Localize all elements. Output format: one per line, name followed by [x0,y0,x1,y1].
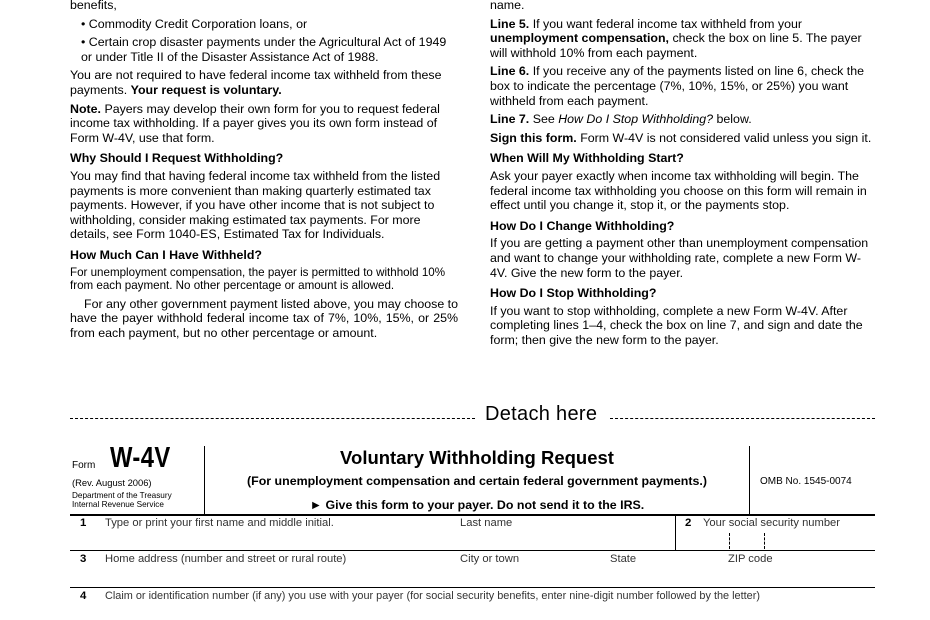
line7-italic: How Do I Stop Withholding? [558,112,714,127]
sign-text: Form W-4V is not considered valid unless you sign it. [580,130,872,145]
line4-label: Claim or identification number (if any) you use with your payer (for social security benefits, enter nine-digit number followed by the letter) [105,590,760,602]
line3-label: Home address (number and street or rural route) [105,553,347,565]
name-tail-line: name. [490,0,525,12]
detach-separator [70,403,875,427]
how-much-paragraph-2: For any other government payment listed above, you may choose to have the payer withhold federal income tax of 7%, 10%, 15%, or 25% from each payment, but no other percentage or amount. [70,296,458,340]
form-revision: (Rev. August 2006) [72,477,152,488]
stop-heading: How Do I Stop Withholding? [490,286,657,301]
state-label: State [610,553,637,565]
benefits-line: benefits, [70,0,117,12]
line6-paragraph [490,64,875,108]
line7-text: See [532,112,555,127]
bullet-disaster-text: Certain crop disaster payments under the Agricultural Act of 1949 or under Title II of the Disaster Assistance Act of 1988. [81,35,447,64]
form-instruction: ► Give this form to your payer. Do not send it to the IRS. [309,498,645,512]
form-title: Voluntary Withholding Request [340,447,614,468]
how-much-heading: How Much Can I Have Withheld? [70,247,262,262]
w4v-form [70,440,875,620]
when-paragraph: Ask your payer exactly when income tax withholding will begin. The federal income tax withholding you choose on this form will remain in effect until you change it, stop it, or the payments stop. [490,168,867,213]
line7-label: Line 7. [490,112,530,127]
voluntary-paragraph [70,68,458,97]
sign-label: Sign this form. [490,130,577,145]
sign-paragraph [490,131,875,146]
bullet-ccc-text: Commodity Credit Corporation loans, or [88,16,308,31]
zip-label: ZIP code [728,553,773,565]
ssn-separator-1 [729,533,730,549]
line5-text-b: check the box on line 5. The payer will withhold 10% from each payment. [490,31,862,60]
note-text: Payers may develop their own form for you to request federal income tax withholding. If a payer gives you its own form instead of Form W-4V, use that form. [70,101,440,145]
note-paragraph [70,102,458,146]
line1-label: Type or print your first name and middle initial. [105,517,334,529]
line3-number: 3 [80,553,87,565]
change-paragraph: If you are getting a payment other than unemployment compensation and want to change your withholding rate, complete a new Form W-4V. Give the new form to the payer. [490,236,869,280]
line7-tail: below. [716,112,752,127]
line2-number: 2 [685,517,692,529]
form-word: Form [72,460,96,471]
line2-label: Your social security number [703,517,841,529]
header-bottom-rule [70,514,875,516]
why-paragraph: You may find that having federal income tax withheld from the listed payments is more convenient than making quarterly estimated tax payments. However, if you have other income that is not subject to withholding, consider making estimated tax payments. For more details, see Form 1040-ES, Estimated Tax for Individuals. [70,168,441,242]
form-subtitle: (For unemployment compensation and certain federal government payments.) [247,474,707,488]
detach-dash-right [610,418,875,419]
form-number: W-4V [110,442,171,474]
line5-bold: unemployment compensation, [490,31,669,46]
ssn-divider [675,515,676,551]
row2-bottom-rule [70,587,875,588]
voluntary-text: You are not required to have federal income tax withheld from these payments. [70,68,442,97]
city-label: City or town [460,553,520,565]
change-heading: How Do I Change Withholding? [490,218,675,233]
line6-text: If you receive any of the payments listed on line 6, check the box to indicate the percentage (7%, 10%, 15%, or 25%) you want withheld from each payment. [490,64,864,108]
form-department: Department of the Treasury [72,491,172,500]
line5-label: Line 5. [490,16,530,31]
detach-label: Detach here [485,403,598,425]
line5-paragraph [490,17,875,61]
form-irs: Internal Revenue Service [72,500,164,509]
line7-paragraph [490,112,875,127]
line1-number: 1 [80,517,87,529]
why-heading: Why Should I Request Withholding? [70,151,284,166]
bullet-ccc-loans: • Commodity Credit Corporation loans, or [81,16,308,31]
line4-number: 4 [80,590,87,602]
how-much-paragraph-1: For unemployment compensation, the payer is permitted to withhold 10% from each payment. No other percentage or amount is allowed. [70,265,446,293]
note-label: Note. [70,101,101,116]
header-divider-right [749,446,750,514]
left-instructions-column [70,0,458,344]
right-instructions-column [490,0,875,351]
voluntary-bold: Your request is voluntary. [130,82,282,97]
last-name-label: Last name [460,517,513,529]
detach-dash-left [70,418,475,419]
row1-bottom-rule [70,550,875,551]
line5-text-a: If you want federal income tax withheld from your [532,16,802,31]
line6-label: Line 6. [490,64,530,79]
stop-paragraph: If you want to stop withholding, complete a new Form W-4V. After completing lines 1–4, check the box on line 7, and sign and date the form; then give the new form to the payer. [490,303,863,347]
when-heading: When Will My Withholding Start? [490,151,684,166]
bullet-crop-disaster: • Certain crop disaster payments under the Agricultural Act of 1949 or under Title II of the Disaster Assistance Act of 1988. [81,35,447,64]
ssn-separator-2 [764,533,765,549]
omb-number: OMB No. 1545-0074 [760,476,852,487]
